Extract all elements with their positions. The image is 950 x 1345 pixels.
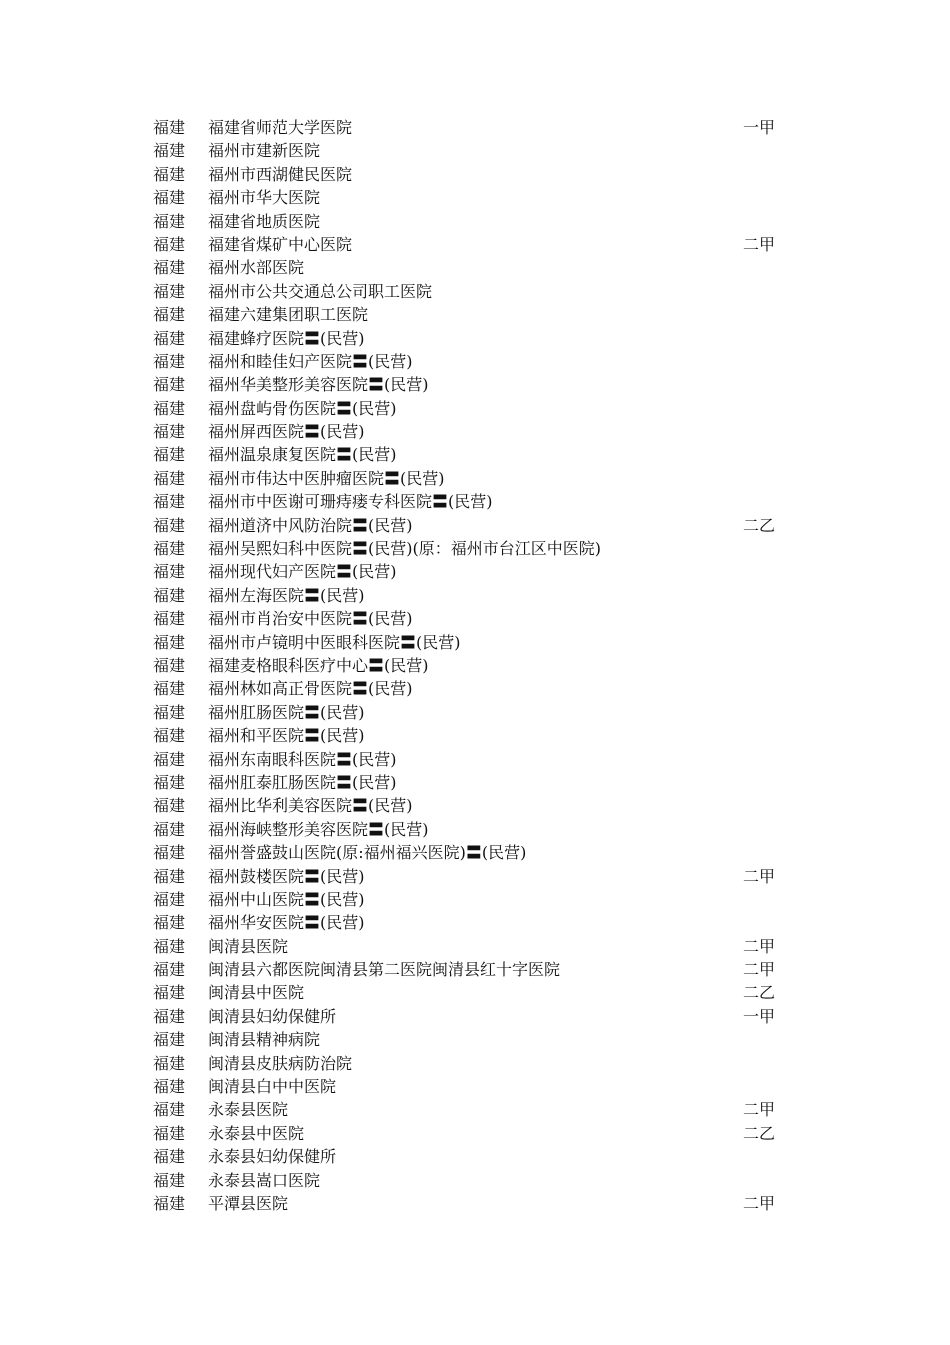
province-cell: 福建: [153, 468, 186, 488]
province-cell: 福建: [153, 1053, 186, 1073]
hospital-name-cell: 福州左海医院〓(民营): [208, 585, 365, 605]
province-cell: 福建: [153, 328, 186, 348]
table-row: [153, 490, 793, 513]
table-row: [153, 935, 793, 958]
table-row: [153, 584, 793, 607]
province-cell: 福建: [153, 1170, 186, 1190]
table-row: [153, 654, 793, 677]
table-row: [153, 350, 793, 373]
province-cell: 福建: [153, 1077, 186, 1097]
table-row: [153, 1192, 793, 1215]
province-cell: 福建: [153, 960, 186, 980]
grade-cell: 二甲: [743, 866, 776, 886]
province-cell: 福建: [153, 515, 186, 535]
hospital-name-cell: 福州肛肠医院〓(民营): [208, 702, 365, 722]
hospital-name-cell: 永泰县中医院: [208, 1123, 305, 1143]
hospital-name-cell: 永泰县医院: [208, 1100, 289, 1120]
province-cell: 福建: [153, 819, 186, 839]
table-row: [153, 888, 793, 911]
province-cell: 福建: [153, 749, 186, 769]
hospital-name-cell: 福州东南眼科医院〓(民营): [208, 749, 397, 769]
hospital-name-cell: 福州市西湖健民医院: [208, 164, 353, 184]
hospital-name-cell: 福州市华大医院: [208, 188, 321, 208]
table-row: [153, 911, 793, 934]
grade-cell: 二甲: [743, 1193, 776, 1213]
grade-cell: 二乙: [743, 515, 776, 535]
province-cell: 福建: [153, 398, 186, 418]
table-row: [153, 280, 793, 303]
table-row: [153, 631, 793, 654]
province-cell: 福建: [153, 1123, 186, 1143]
province-cell: 福建: [153, 305, 186, 325]
hospital-name-cell: 福州市卢镜明中医眼科医院〓(民营): [208, 632, 461, 652]
hospital-name-cell: 福州道济中风防治院〓(民营): [208, 515, 413, 535]
table-row: [153, 537, 793, 560]
province-cell: 福建: [153, 351, 186, 371]
hospital-name-cell: 福建六建集团职工医院: [208, 305, 369, 325]
table-row: [153, 1075, 793, 1098]
grade-cell: 二甲: [743, 960, 776, 980]
table-row: [153, 724, 793, 747]
hospital-name-cell: 福州林如高正骨医院〓(民营): [208, 679, 413, 699]
table-row: [153, 1005, 793, 1028]
table-row: [153, 514, 793, 537]
hospital-name-cell: 永泰县嵩口医院: [208, 1170, 321, 1190]
province-cell: 福建: [153, 422, 186, 442]
hospital-name-cell: 闽清县医院: [208, 936, 289, 956]
province-cell: 福建: [153, 375, 186, 395]
hospital-name-cell: 福建麦格眼科医疗中心〓(民营): [208, 655, 429, 675]
province-cell: 福建: [153, 234, 186, 254]
hospital-name-cell: 福州华安医院〓(民营): [208, 913, 365, 933]
province-cell: 福建: [153, 632, 186, 652]
hospital-name-cell: 福建蜂疗医院〓(民营): [208, 328, 365, 348]
hospital-name-cell: 闽清县六都医院闽清县第二医院闽清县红十字医院: [208, 960, 561, 980]
table-row: [153, 1052, 793, 1075]
table-row: [153, 771, 793, 794]
table-row: [153, 677, 793, 700]
hospital-name-cell: 福州海峡整形美容医院〓(民营): [208, 819, 429, 839]
province-cell: 福建: [153, 1006, 186, 1026]
hospital-name-cell: 福州和睦佳妇产医院〓(民营): [208, 351, 413, 371]
hospital-name-cell: 闽清县白中中医院: [208, 1077, 337, 1097]
table-row: [153, 186, 793, 209]
table-row: [153, 116, 793, 139]
table-row: [153, 1028, 793, 1051]
grade-cell: 一甲: [743, 1006, 776, 1026]
province-cell: 福建: [153, 889, 186, 909]
table-row: [153, 467, 793, 490]
table-row: [153, 1145, 793, 1168]
province-cell: 福建: [153, 1100, 186, 1120]
province-cell: 福建: [153, 1030, 186, 1050]
province-cell: 福建: [153, 141, 186, 161]
hospital-name-cell: 福州中山医院〓(民营): [208, 889, 365, 909]
hospital-name-cell: 福州市伟达中医肿瘤医院〓(民营): [208, 468, 445, 488]
province-cell: 福建: [153, 1193, 186, 1213]
table-row: [153, 373, 793, 396]
province-cell: 福建: [153, 843, 186, 863]
province-cell: 福建: [153, 211, 186, 231]
hospital-name-cell: 闽清县精神病院: [208, 1030, 321, 1050]
province-cell: 福建: [153, 492, 186, 512]
table-row: [153, 981, 793, 1004]
table-row: [153, 420, 793, 443]
hospital-name-cell: 福州市公共交通总公司职工医院: [208, 281, 433, 301]
hospital-name-cell: 福州现代妇产医院〓(民营): [208, 562, 397, 582]
province-cell: 福建: [153, 796, 186, 816]
province-cell: 福建: [153, 702, 186, 722]
table-row: [153, 210, 793, 233]
table-row: [153, 256, 793, 279]
province-cell: 福建: [153, 585, 186, 605]
province-cell: 福建: [153, 913, 186, 933]
province-cell: 福建: [153, 118, 186, 137]
table-row: [153, 233, 793, 256]
hospital-name-cell: 福州市建新医院: [208, 141, 321, 161]
hospital-name-cell: 闽清县中医院: [208, 983, 305, 1003]
table-row: [153, 139, 793, 162]
table-row: [153, 1122, 793, 1145]
grade-cell: 二甲: [743, 1100, 776, 1120]
province-cell: 福建: [153, 445, 186, 465]
hospital-name-cell: 闽清县皮肤病防治院: [208, 1053, 353, 1073]
province-cell: 福建: [153, 679, 186, 699]
grade-cell: 二乙: [743, 983, 776, 1003]
table-row: [153, 958, 793, 981]
hospital-name-cell: 福州市肖治安中医院〓(民营): [208, 609, 413, 629]
hospital-name-cell: 福州温泉康复医院〓(民营): [208, 445, 397, 465]
table-row: [153, 841, 793, 864]
hospital-name-cell: 福建省师范大学医院: [208, 118, 353, 137]
hospital-name-cell: 福建省地质医院: [208, 211, 321, 231]
table-row: [153, 607, 793, 630]
hospital-name-cell: 福州市中医谢可珊痔瘘专科医院〓(民营): [208, 492, 493, 512]
province-cell: 福建: [153, 655, 186, 675]
table-row: [153, 327, 793, 350]
hospital-name-cell: 福州屏西医院〓(民营): [208, 422, 365, 442]
table-row: [153, 303, 793, 326]
hospital-list: [153, 116, 793, 1215]
province-cell: 福建: [153, 1147, 186, 1167]
hospital-name-cell: 平潭县医院: [208, 1193, 289, 1213]
province-cell: 福建: [153, 983, 186, 1003]
table-row: [153, 865, 793, 888]
province-cell: 福建: [153, 609, 186, 629]
hospital-name-cell: 闽清县妇幼保健所: [208, 1006, 337, 1026]
table-row: [153, 560, 793, 583]
table-row: [153, 1098, 793, 1121]
province-cell: 福建: [153, 726, 186, 746]
province-cell: 福建: [153, 164, 186, 184]
province-cell: 福建: [153, 281, 186, 301]
hospital-name-cell: 福州吴熙妇科中医院〓(民营)(原：福州市台江区中医院): [208, 539, 601, 559]
table-row: [153, 443, 793, 466]
province-cell: 福建: [153, 936, 186, 956]
hospital-name-cell: 福州和平医院〓(民营): [208, 726, 365, 746]
hospital-name-cell: 福州比华利美容医院〓(民营): [208, 796, 413, 816]
hospital-name-cell: 福州鼓楼医院〓(民营): [208, 866, 365, 886]
province-cell: 福建: [153, 539, 186, 559]
province-cell: 福建: [153, 866, 186, 886]
table-row: [153, 163, 793, 186]
grade-cell: 二甲: [743, 234, 776, 254]
hospital-name-cell: 福建省煤矿中心医院: [208, 234, 353, 254]
hospital-name-cell: 福州盘屿骨伤医院〓(民营): [208, 398, 397, 418]
table-row: [153, 794, 793, 817]
province-cell: 福建: [153, 258, 186, 278]
table-row: [153, 701, 793, 724]
province-cell: 福建: [153, 772, 186, 792]
table-row: [153, 1169, 793, 1192]
province-cell: 福建: [153, 562, 186, 582]
hospital-name-cell: 福州华美整形美容医院〓(民营): [208, 375, 429, 395]
hospital-name-cell: 福州肛泰肛肠医院〓(民营): [208, 772, 397, 792]
table-row: [153, 818, 793, 841]
grade-cell: 二甲: [743, 936, 776, 956]
hospital-name-cell: 永泰县妇幼保健所: [208, 1147, 337, 1167]
hospital-name-cell: 福州水部医院: [208, 258, 305, 278]
grade-cell: 二乙: [743, 1123, 776, 1143]
table-row: [153, 397, 793, 420]
province-cell: 福建: [153, 188, 186, 208]
grade-cell: 一甲: [743, 118, 776, 137]
table-row: [153, 748, 793, 771]
hospital-name-cell: 福州誉盛鼓山医院(原:福州福兴医院)〓(民营): [208, 843, 527, 863]
